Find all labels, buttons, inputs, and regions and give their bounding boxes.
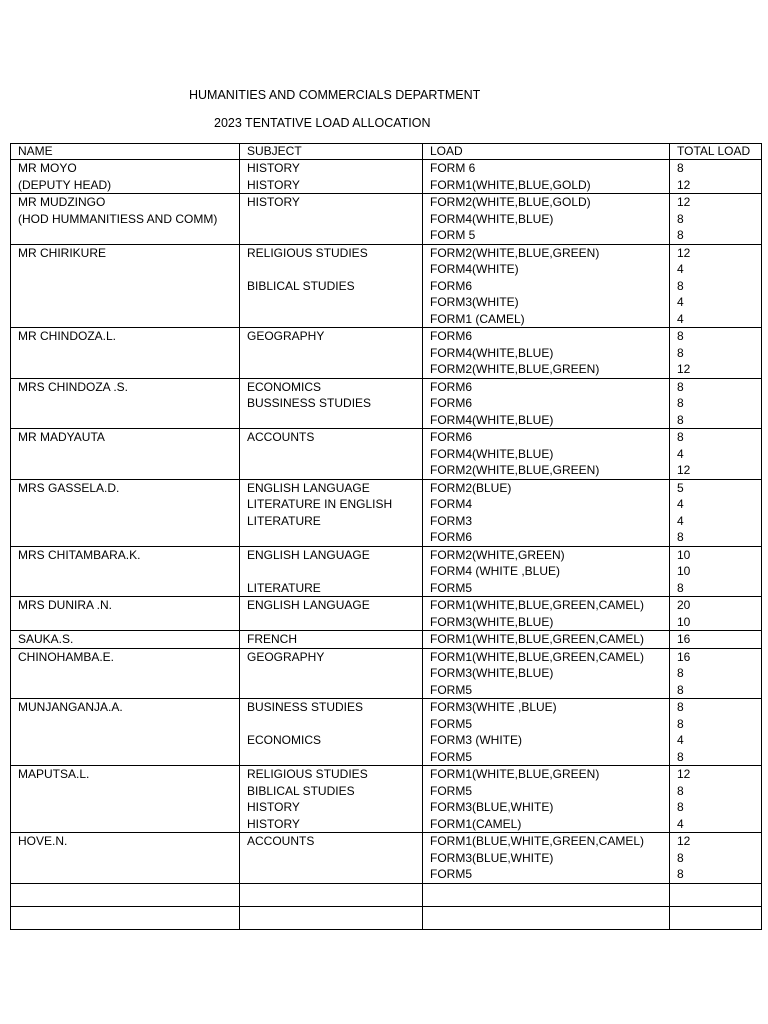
subject-cell <box>240 244 423 328</box>
name-line: (HOD HUMMANITIESS AND COMM) <box>18 211 218 226</box>
name-line: (DEPUTY HEAD) <box>18 177 112 192</box>
table-row <box>11 194 762 245</box>
subject-line <box>247 563 422 580</box>
name-line: MR MADYAUTA <box>18 430 105 444</box>
subject-line: ECONOMICS <box>247 379 322 394</box>
empty-row <box>11 906 762 929</box>
total-load-cell <box>670 597 762 631</box>
load-cell <box>423 244 670 328</box>
subject-line: FRENCH <box>247 632 297 646</box>
load-line: FORM6 <box>430 530 472 544</box>
name-line: MR MOYO <box>18 161 77 175</box>
subject-cell <box>240 699 423 766</box>
total-load-line: 8 <box>677 412 684 427</box>
subject-line: BUSSINESS STUDIES <box>247 396 372 410</box>
total-load-line: 8 <box>677 379 684 394</box>
total-load-line: 12 <box>677 245 691 260</box>
subject-line: BUSINESS STUDIES <box>247 700 364 714</box>
load-line: FORM 5 <box>430 228 476 242</box>
total-load-line: 8 <box>677 850 684 865</box>
subject-line: ENGLISH LANGUAGE <box>247 598 370 612</box>
total-load-cell <box>670 429 762 480</box>
name-line: MAPUTSA.L. <box>18 767 90 781</box>
name-cell <box>11 479 240 546</box>
page-title: HUMANITIES AND COMMERCIALS DEPARTMENT <box>189 88 481 102</box>
table-header-row <box>11 144 762 160</box>
total-load-line: 8 <box>677 396 684 410</box>
total-load-line: 10 <box>677 614 691 629</box>
subject-cell <box>240 479 423 546</box>
total-load-line: 8 <box>677 580 684 595</box>
total-load-line: 8 <box>677 530 684 544</box>
load-line: FORM2(WHITE,BLUE,GOLD) <box>430 195 591 209</box>
total-load-line: 10 <box>677 564 691 578</box>
load-line: FORM5 <box>430 783 472 798</box>
total-load-line: 8 <box>677 211 684 226</box>
name-cell <box>11 631 240 649</box>
table-row <box>11 160 762 194</box>
subject-line: HISTORY <box>247 816 300 831</box>
total-load-line: 8 <box>677 228 684 242</box>
total-load-cell <box>670 766 762 833</box>
name-cell <box>11 244 240 328</box>
subject-line <box>247 716 422 733</box>
total-load-line: 8 <box>677 666 684 680</box>
subject-cell <box>240 378 423 429</box>
subject-line: GEOGRAPHY <box>247 329 325 343</box>
load-cell <box>423 194 670 245</box>
load-line: FORM3(WHITE) <box>430 295 519 309</box>
load-allocation-table <box>10 143 762 930</box>
total-load-cell <box>670 648 762 699</box>
load-line: FORM4 <box>430 497 472 511</box>
subject-line: ACCOUNTS <box>247 834 315 848</box>
table-row <box>11 244 762 328</box>
total-load-line: 8 <box>677 783 684 798</box>
load-line: FORM5 <box>430 682 472 697</box>
load-line: FORM2(WHITE,BLUE,GREEN) <box>430 362 600 376</box>
table-row <box>11 648 762 699</box>
total-load-cell <box>670 546 762 597</box>
total-load-line: 10 <box>677 547 691 562</box>
total-load-cell <box>670 160 762 194</box>
load-line: FORM6 <box>430 396 472 410</box>
subject-line: ECONOMICS <box>247 733 322 747</box>
name-line: HOVE.N. <box>18 834 68 848</box>
load-line: FORM2(WHITE,BLUE,GREEN) <box>430 463 600 477</box>
subject-line: LITERATURE <box>247 580 321 595</box>
total-load-line: 8 <box>677 700 684 714</box>
name-cell <box>11 429 240 480</box>
empty-cell <box>423 883 670 906</box>
name-line: SAUKA.S. <box>18 632 74 646</box>
empty-row <box>11 883 762 906</box>
header-load: LOAD <box>423 144 670 160</box>
page-subtitle: 2023 TENTATIVE LOAD ALLOCATION <box>214 116 431 130</box>
total-load-cell <box>670 194 762 245</box>
name-line: CHINOHAMBA.E. <box>18 649 115 664</box>
total-load-line: 4 <box>677 733 684 747</box>
subject-line: HISTORY <box>247 195 300 209</box>
header-total-load: TOTAL LOAD <box>670 144 762 160</box>
name-cell <box>11 160 240 194</box>
total-load-line: 4 <box>677 497 684 511</box>
load-line: FORM1(WHITE,BLUE,GREEN) <box>430 767 600 781</box>
load-cell <box>423 648 670 699</box>
total-load-cell <box>670 479 762 546</box>
load-cell <box>423 378 670 429</box>
load-cell <box>423 597 670 631</box>
total-load-cell <box>670 699 762 766</box>
subject-line: ENGLISH LANGUAGE <box>247 480 370 495</box>
load-cell <box>423 699 670 766</box>
table-row <box>11 378 762 429</box>
total-load-line: 12 <box>677 463 691 477</box>
subject-line <box>247 261 422 278</box>
total-load-cell <box>670 328 762 379</box>
total-load-line: 20 <box>677 598 691 612</box>
total-load-line: 8 <box>677 682 684 697</box>
total-load-line: 4 <box>677 513 684 528</box>
load-line: FORM1(CAMEL) <box>430 816 522 831</box>
subject-cell <box>240 833 423 884</box>
table-row <box>11 631 762 649</box>
load-line: FORM1(WHITE,BLUE,GREEN,CAMEL) <box>430 598 645 612</box>
total-load-line: 12 <box>677 362 691 376</box>
subject-cell <box>240 631 423 649</box>
load-line: FORM3(BLUE,WHITE) <box>430 850 554 865</box>
empty-cell <box>240 883 423 906</box>
total-load-line: 12 <box>677 834 691 848</box>
load-cell <box>423 631 670 649</box>
subject-line: HISTORY <box>247 800 300 814</box>
total-load-line: 4 <box>677 816 684 831</box>
name-cell <box>11 546 240 597</box>
subject-line: HISTORY <box>247 161 300 175</box>
total-load-cell <box>670 378 762 429</box>
subject-line: GEOGRAPHY <box>247 649 325 664</box>
load-line: FORM1(WHITE,BLUE,GOLD) <box>430 177 591 192</box>
load-line: FORM3 <box>430 513 472 528</box>
load-line: FORM1(WHITE,BLUE,GREEN,CAMEL) <box>430 632 645 646</box>
total-load-line: 8 <box>677 716 684 731</box>
total-load-line: 8 <box>677 430 684 444</box>
name-cell <box>11 378 240 429</box>
subject-cell <box>240 597 423 631</box>
table-row <box>11 328 762 379</box>
subject-cell <box>240 160 423 194</box>
name-line: MRS CHINDOZA .S. <box>18 379 129 394</box>
load-line: FORM5 <box>430 867 472 881</box>
load-line: FORM 6 <box>430 161 476 175</box>
subject-line: LITERATURE IN ENGLISH <box>247 497 393 511</box>
empty-cell <box>423 906 670 929</box>
table-row <box>11 479 762 546</box>
subject-line: BIBLICAL STUDIES <box>247 783 355 798</box>
name-line: MR CHIRIKURE <box>18 245 107 260</box>
subject-cell <box>240 546 423 597</box>
load-line: FORM4(WHITE,BLUE) <box>430 345 554 360</box>
load-cell <box>423 479 670 546</box>
subject-cell <box>240 328 423 379</box>
load-cell <box>423 546 670 597</box>
name-cell <box>11 194 240 245</box>
load-line: FORM1 (CAMEL) <box>430 311 525 326</box>
load-line: FORM6 <box>430 430 472 444</box>
name-cell <box>11 648 240 699</box>
load-line: FORM4(WHITE,BLUE) <box>430 446 554 461</box>
load-line: FORM6 <box>430 278 472 293</box>
total-load-line: 8 <box>677 161 684 175</box>
total-load-line: 4 <box>677 295 684 309</box>
name-line: MRS CHITAMBARA.K. <box>18 547 141 562</box>
load-cell <box>423 328 670 379</box>
subject-cell <box>240 766 423 833</box>
header-subject: SUBJECT <box>240 144 423 160</box>
name-cell <box>11 766 240 833</box>
load-line: FORM2(WHITE,BLUE,GREEN) <box>430 245 600 260</box>
load-line: FORM5 <box>430 749 472 764</box>
total-load-cell <box>670 833 762 884</box>
empty-cell <box>670 883 762 906</box>
total-load-line: 8 <box>677 867 684 881</box>
load-line: FORM4(WHITE) <box>430 262 519 276</box>
total-load-line: 16 <box>677 632 691 646</box>
name-cell <box>11 328 240 379</box>
load-line: FORM3(BLUE,WHITE) <box>430 800 554 814</box>
subject-line: LITERATURE <box>247 513 321 528</box>
table-row <box>11 699 762 766</box>
name-cell <box>11 597 240 631</box>
empty-cell <box>11 883 240 906</box>
load-line: FORM4(WHITE,BLUE) <box>430 412 554 427</box>
table-row <box>11 833 762 884</box>
total-load-line: 8 <box>677 749 684 764</box>
load-line: FORM6 <box>430 329 472 343</box>
load-line: FORM2(BLUE) <box>430 480 512 495</box>
total-load-cell <box>670 631 762 649</box>
subject-line: ENGLISH LANGUAGE <box>247 547 370 562</box>
empty-cell <box>11 906 240 929</box>
header-name: NAME <box>11 144 240 160</box>
total-load-line: 8 <box>677 329 684 343</box>
load-line: FORM6 <box>430 379 472 394</box>
total-load-line: 12 <box>677 767 691 781</box>
name-cell <box>11 699 240 766</box>
load-line: FORM3(WHITE ,BLUE) <box>430 700 557 714</box>
total-load-line: 8 <box>677 800 684 814</box>
total-load-line: 8 <box>677 278 684 293</box>
load-cell <box>423 766 670 833</box>
load-line: FORM3 (WHITE) <box>430 733 522 747</box>
load-cell <box>423 833 670 884</box>
total-load-line: 5 <box>677 480 684 495</box>
name-line: MR MUDZINGO <box>18 195 106 209</box>
total-load-line: 12 <box>677 195 691 209</box>
subject-line: RELIGIOUS STUDIES <box>247 245 368 260</box>
load-line: FORM3(WHITE,BLUE) <box>430 666 554 680</box>
total-load-line: 16 <box>677 649 691 664</box>
table-row <box>11 546 762 597</box>
subject-line: BIBLICAL STUDIES <box>247 278 355 293</box>
load-cell <box>423 160 670 194</box>
total-load-cell <box>670 244 762 328</box>
load-line: FORM1(WHITE,BLUE,GREEN,CAMEL) <box>430 649 645 664</box>
total-load-line: 8 <box>677 345 684 360</box>
name-line: MRS GASSELA.D. <box>18 480 120 495</box>
empty-cell <box>240 906 423 929</box>
load-line: FORM4(WHITE,BLUE) <box>430 211 554 226</box>
load-line: FORM5 <box>430 580 472 595</box>
subject-cell <box>240 429 423 480</box>
table-row <box>11 597 762 631</box>
name-cell <box>11 833 240 884</box>
load-line: FORM2(WHITE,GREEN) <box>430 547 565 562</box>
subject-line: ACCOUNTS <box>247 430 315 444</box>
name-line: MUNJANGANJA.A. <box>18 700 123 714</box>
subject-line: HISTORY <box>247 177 300 192</box>
load-line: FORM4 (WHITE ,BLUE) <box>430 564 561 578</box>
table-row <box>11 429 762 480</box>
subject-cell <box>240 648 423 699</box>
total-load-line: 4 <box>677 311 684 326</box>
name-line: MRS DUNIRA .N. <box>18 598 113 612</box>
load-line: FORM1(BLUE,WHITE,GREEN,CAMEL) <box>430 834 645 848</box>
load-line: FORM3(WHITE,BLUE) <box>430 614 554 629</box>
total-load-line: 4 <box>677 262 684 276</box>
table-row <box>11 766 762 833</box>
subject-line: RELIGIOUS STUDIES <box>247 767 368 781</box>
empty-cell <box>670 906 762 929</box>
total-load-line: 4 <box>677 446 684 461</box>
load-line: FORM5 <box>430 716 472 731</box>
subject-cell <box>240 194 423 245</box>
load-cell <box>423 429 670 480</box>
total-load-line: 12 <box>677 177 691 192</box>
name-line: MR CHINDOZA.L. <box>18 329 117 343</box>
